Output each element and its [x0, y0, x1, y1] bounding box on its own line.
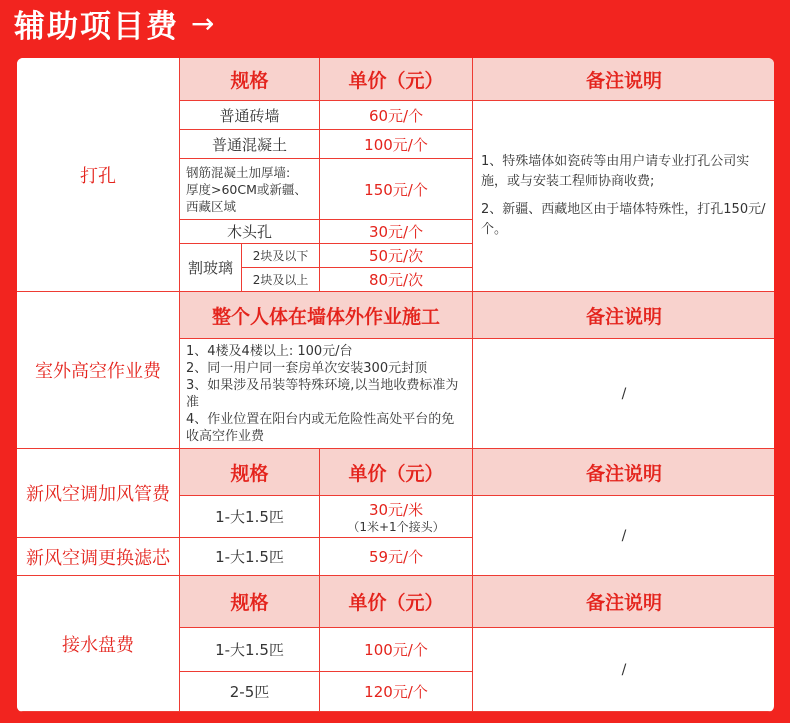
note-line: 1、特殊墙体如瓷砖等由用户请专业打孔公司实施，或与安装工程师协商收费; — [481, 154, 750, 189]
header-price: 单价（元） — [320, 58, 473, 101]
category-drain-pan: 接水盘费 — [17, 576, 180, 712]
spec-cell: 普通混凝土 — [180, 130, 320, 159]
price-note: （1米+1个接头） — [347, 520, 445, 534]
spec-cell: 1-大1.5匹 — [180, 496, 320, 538]
rule-line: 4、作业位置在阳台内或无危险性高处平台的免收高空作业费 — [186, 411, 455, 444]
price-cell: 30元/个 — [320, 220, 473, 244]
price-cell: 60元/个 — [320, 101, 473, 130]
price-cell: 120元/个 — [320, 672, 473, 712]
header-spec: 规格 — [180, 58, 320, 101]
outdoor-rules — [180, 339, 473, 449]
price-cell: 59元/个 — [320, 538, 473, 576]
arrow-right-icon[interactable]: → — [191, 6, 215, 40]
header-note: 备注说明 — [473, 292, 774, 339]
note-cell: / — [473, 496, 774, 576]
header-price: 单价（元） — [320, 449, 473, 496]
category-outdoor: 室外高空作业费 — [17, 292, 180, 449]
header-note: 备注说明 — [473, 449, 774, 496]
price-cell: 150元/个 — [320, 159, 473, 220]
spec-cell: 2-5匹 — [180, 672, 320, 712]
category-fresh-air-pipe: 新风空调加风管费 — [17, 449, 180, 538]
rule-line: 2、同一用户同一套房单次安装300元封顶 — [186, 360, 428, 376]
category-fresh-air-filter: 新风空调更换滤芯 — [17, 538, 180, 576]
spec-cell: 1-大1.5匹 — [180, 538, 320, 576]
price-cell: 50元/次 — [320, 244, 473, 268]
note-line: 2、新疆、西藏地区由于墙体特殊性，打孔150元/个。 — [481, 202, 766, 237]
spec-cell: 普通砖墙 — [180, 101, 320, 130]
spec-cell: 钢筋混凝土加厚墙: 厚度>60CM或新疆、 西藏区域 — [180, 159, 320, 220]
price-cell: 80元/次 — [320, 268, 473, 292]
glass-label: 割玻璃 — [180, 244, 242, 292]
header-spec: 规格 — [180, 449, 320, 496]
header-spec: 规格 — [180, 576, 320, 628]
fee-table — [17, 58, 774, 712]
note-cell: / — [473, 339, 774, 449]
spec-cell: 2块及以下 — [242, 244, 320, 268]
header-outdoor-work: 整个人体在墙体外作业施工 — [180, 292, 473, 339]
price-cell — [320, 496, 473, 538]
spec-cell: 2块及以上 — [242, 268, 320, 292]
header-note: 备注说明 — [473, 58, 774, 101]
price-cell: 100元/个 — [320, 628, 473, 672]
section-title: 辅助项目费 — [14, 8, 179, 45]
rule-line: 3、如果涉及吊装等特殊环境,以当地收费标准为准 — [186, 377, 459, 410]
price-value: 30元/米 — [368, 501, 424, 519]
section-header — [14, 0, 214, 46]
spec-cell: 1-大1.5匹 — [180, 628, 320, 672]
header-note: 备注说明 — [473, 576, 774, 628]
category-drilling: 打孔 — [17, 58, 180, 292]
rule-line: 1、4楼及4楼以上: 100元/台 — [186, 343, 353, 359]
drilling-notes — [473, 101, 774, 292]
spec-cell: 木头孔 — [180, 220, 320, 244]
header-price: 单价（元） — [320, 576, 473, 628]
fee-table-card — [17, 58, 774, 712]
note-cell: / — [473, 628, 774, 712]
price-cell: 100元/个 — [320, 130, 473, 159]
